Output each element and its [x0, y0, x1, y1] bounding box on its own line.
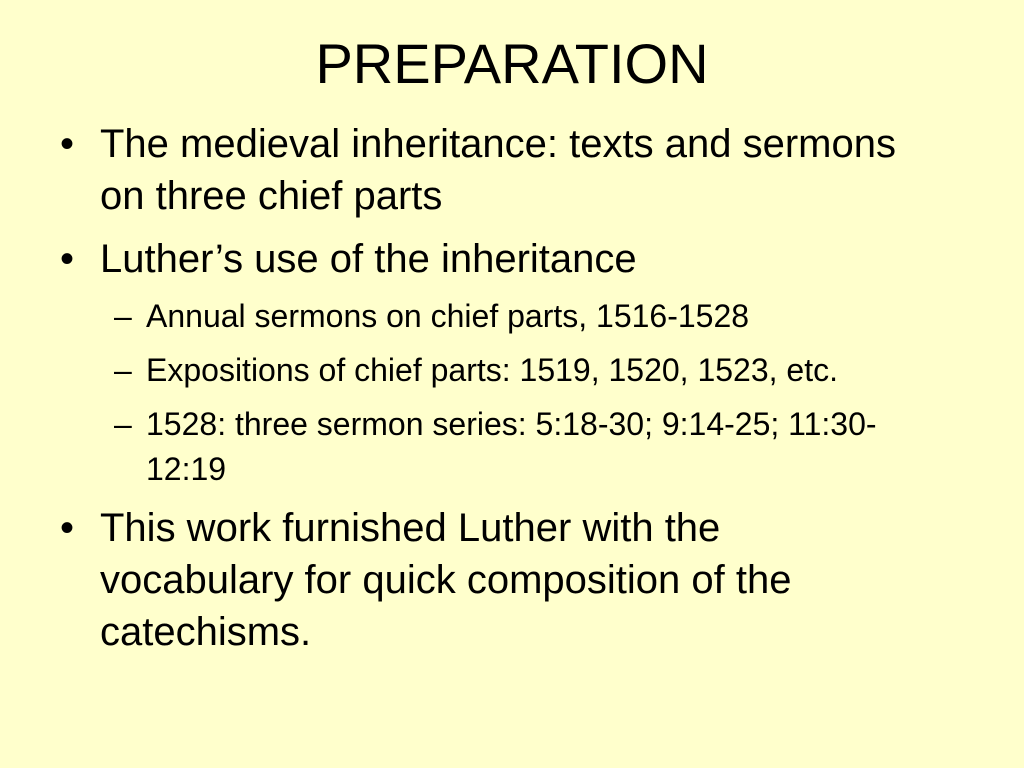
bullet-text: Luther’s use of the inheritance [100, 237, 637, 281]
bullet-text: The medieval inheritance: texts and sermons on three chief parts [100, 122, 896, 218]
bullet-item [0, 502, 1024, 658]
bullet-marker: • [60, 506, 75, 550]
bullet-text: This work furnished Luther with the vocabulary for quick composition of the catechisms. [100, 506, 792, 654]
sub-bullet-item [0, 348, 1024, 393]
bullet-list [0, 118, 1024, 669]
sub-bullet-item [0, 294, 1024, 339]
bullet-item [0, 233, 1024, 285]
slide-title: PREPARATION [315, 32, 709, 95]
sub-bullet-text: 1528: three sermon series: 5:18-30; 9:14-25; 11:30-12:19 [146, 406, 877, 487]
sub-bullet-marker: – [114, 406, 132, 442]
sub-bullet-marker: – [114, 298, 132, 334]
sub-bullet-text: Annual sermons on chief parts, 1516-1528 [146, 298, 750, 334]
bullet-marker: • [60, 237, 75, 281]
sub-bullet-item [0, 402, 1024, 492]
sub-bullet-marker: – [114, 352, 132, 388]
sub-bullet-text: Expositions of chief parts: 1519, 1520, 1523, etc. [146, 352, 838, 388]
bullet-marker: • [60, 122, 75, 166]
bullet-item [0, 118, 1024, 222]
sub-bullet-list [0, 294, 1024, 492]
